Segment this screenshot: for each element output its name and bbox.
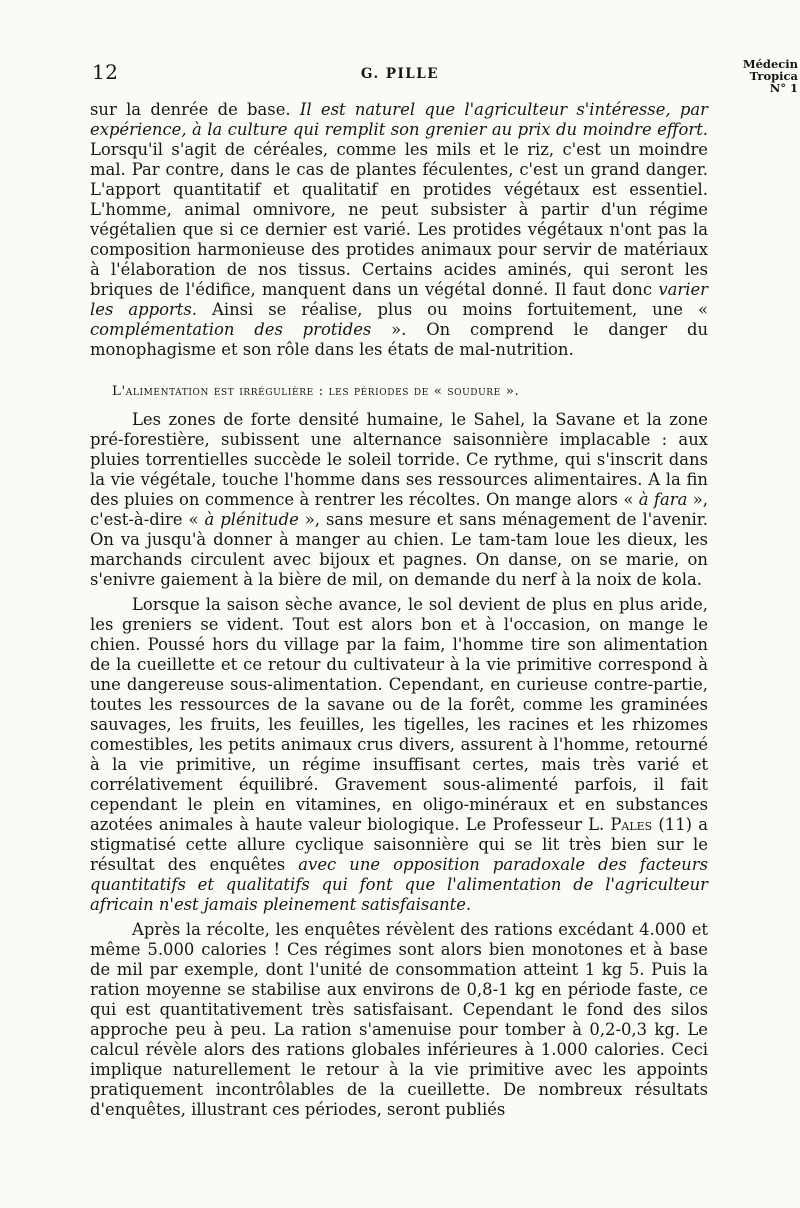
paragraph-3 [90,595,708,915]
text-run: », sans mesure et sans ménagement de l'avenir. On va jusqu'à donner à manger au chien. Le tam-tam loue les dieux, les marchands circulent avec bijoux et pagnes. On danse, on se marie, on s'enivre gaiement à la bière de mil, on demande du nerf à la noix de kola. [90,510,708,589]
journal-mark [743,58,798,94]
author-name: Pales [610,815,653,834]
body-text [90,100,708,1120]
text-run: Lorsqu'il s'agit de céréales, comme les mils et le riz, c'est un moindre mal. Par contre, dans le cas de plantes féculentes, c'est un grand danger. L'apport quantitatif et qualitatif en protides végétaux est essentiel. L'homme, animal omnivore, ne peut subsister à partir d'un régime végétalien que si ce dernier est varié. Les protides végétaux n'ont pas la composition harmonieuse des protides animaux pour servir de matériaux à l'élaboration de nos tissus. Certains acides aminés, qui seront les briques de l'édifice, manquent dans un végétal donné. Il faut donc [90,140,708,299]
journal-mark-line: N° 1 [769,81,798,95]
journal-mark-line: Médecin [742,57,798,71]
page-number: 12 [92,60,119,84]
emphasis: complémentation des protides [90,320,372,339]
text-run: sur la denrée de base. [90,100,300,119]
paragraph-4 [90,920,708,1120]
journal-mark-line: Tropica [749,69,798,83]
emphasis: avec une opposition paradoxale des facteurs quantitatifs et qualitatifs qui font que l'alimentation de l'agriculteur africain n'est jamais pleinement satisfaisante. [90,855,708,914]
emphasis: varier les apports. [90,280,708,319]
text-run: Lorsque la saison sèche avance, le sol devient de plus en plus aride, les greniers se vident. Tout est alors bon et à l'occasion, on mange le chien. Poussé hors du village par la faim, l'homme tire son alimentation de la cueillette et ce retour du cultivateur à la vie primitive correspond à une dangereuse sous-alimentation. Cependant, en curieuse contre-partie, toutes les ressources de la savane ou de la forêt, comme les graminées sauvages, les fruits, les feuilles, les tigelles, les racines et les rhizomes comestibles, les petits animaux crus divers, assurent à l'homme, retourné à la vie primitive, un régime insuffisant certes, mais très varié et corrélativement équilibré. Gravement sous-alimenté parfois, il fait cependant le plein en vitamines, en oligo-minéraux et en substances azotées animales à haute valeur biologique. Le Professeur L. [90,595,708,834]
text-run: Après la récolte, les enquêtes révèlent des rations excédant 4.000 et même 5.000 calories ! Ces régimes sont alors bien monotones et à base de mil par exemple, dont l'unité de consommation atteint 1 kg 5. Puis la ration moyenne se stabilise aux environs de 0,8-1 kg en période faste, ce qui est quantitativement très satisfaisant. Cependant le fond des silos approche peu à peu. La ration s'amenuise pour tomber à 0,2-0,3 kg. Le calcul révèle alors des rations globales inférieures à 1.000 calories. Ceci implique naturellement le retour à la vie primitive avec les appoints pratiquement incontrôlables de la cueillette. De nombreux résultats d'enquêtes, illustrant ces périodes, seront publiés [90,920,708,1119]
emphasis: à plénitude [204,510,299,529]
paragraph-2 [90,410,708,590]
text-run: ». On comprend le danger du monophagisme et son rôle dans les états de mal-nutrition. [90,320,709,359]
paragraph-1 [90,100,708,360]
emphasis: à fara [638,490,688,509]
text-run: (11) a stigmatisé cette allure cyclique saisonnière qui se lit très bien sur le résultat des enquêtes [90,815,709,874]
text-run: Les zones de forte densité humaine, le Sahel, la Savane et la zone pré-forestière, subissent une alternance saisonnière implacable : aux pluies torrentielles succède le soleil torride. Ce rythme, qui s'inscrit dans la vie végétale, touche l'homme dans ses ressources alimentaires. A la fin des pluies on commence à rentrer les récoltes. On mange alors « [90,410,708,509]
emphasis: Il est naturel que l'agriculteur s'intéresse, par expérience, à la culture qui remplit son grenier au prix du moindre effort. [90,100,708,139]
text-run: », c'est-à-dire « [90,490,708,529]
section-heading: L'alimentation est irrégulière : les périodes de « soudure ». [112,384,520,399]
text-run: Ainsi se réalise, plus ou moins fortuitement, une « [197,300,709,319]
running-head: G. PILLE [360,66,440,82]
